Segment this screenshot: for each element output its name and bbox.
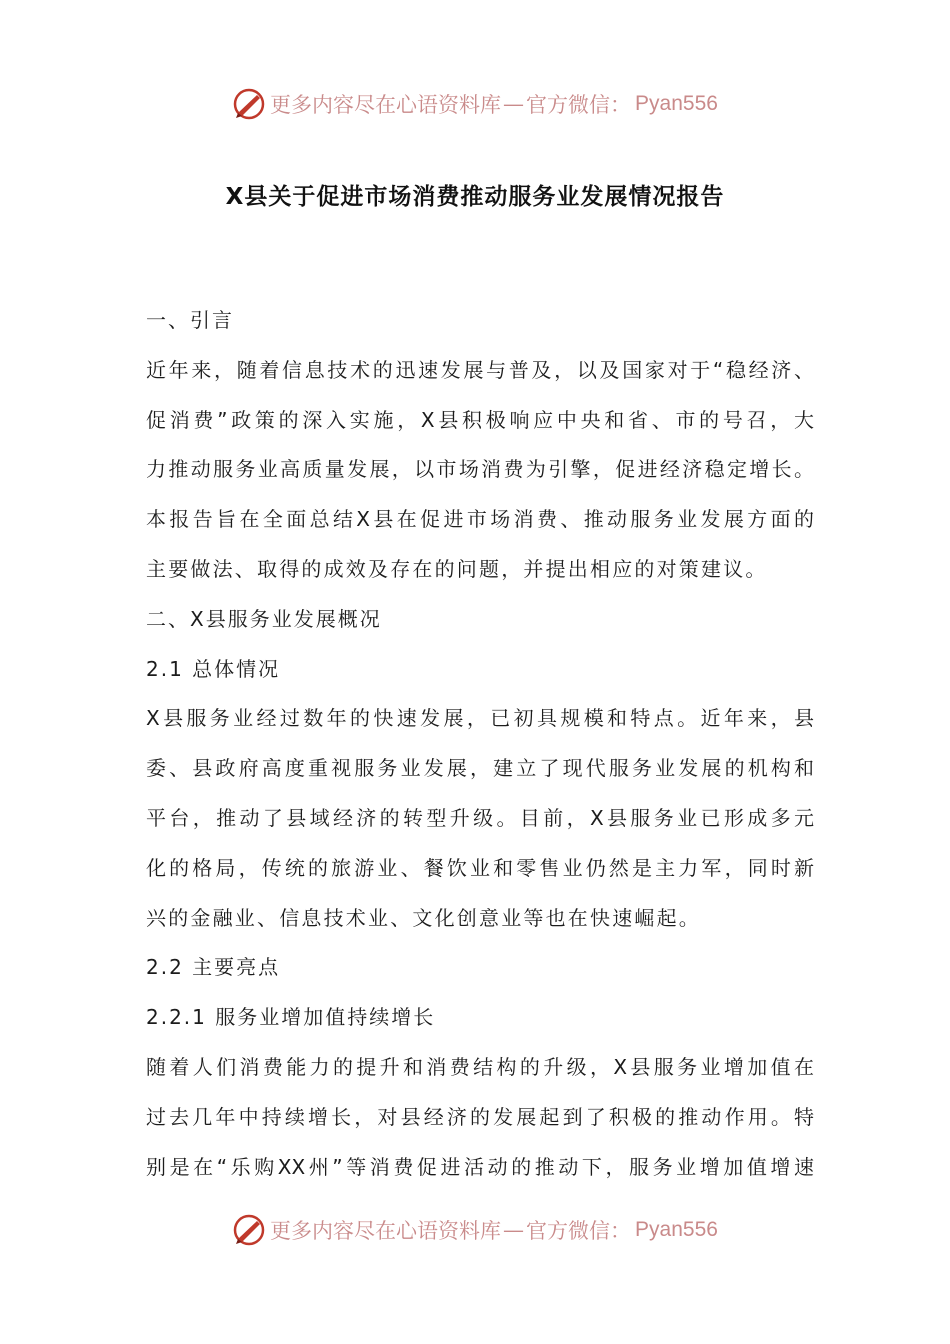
paragraph-line: 近年来，随着信息技术的迅速发展与普及，以及国家对于“稳经济、	[146, 357, 814, 382]
paragraph-line: 别是在“乐购XX州”等消费促进活动的推动下，服务业增加值增速	[146, 1154, 814, 1179]
paragraph-line: 化的格局，传统的旅游业、餐饮业和零售业仍然是主力军，同时新	[146, 855, 814, 880]
paragraph-line: 平台，推动了县域经济的转型升级。目前，X县服务业已形成多元	[146, 805, 814, 830]
subsection-heading-highlights: 2.2 主要亮点	[146, 955, 281, 980]
banner-brand: 更多内容尽在心语资料库	[270, 93, 502, 117]
pen-logo-icon	[232, 1213, 266, 1247]
banner-wechat-label: 官方微信：	[526, 1219, 632, 1243]
subsection-heading-overall: 2.1 总体情况	[146, 656, 281, 681]
banner-separator: —	[503, 92, 525, 116]
paragraph-line: 随着人们消费能力的提升和消费结构的升级，X县服务业增加值在	[146, 1054, 814, 1079]
section-heading-intro: 一、引言	[146, 308, 234, 332]
paragraph-line: X县服务业经过数年的快速发展，已初具规模和特点。近年来，县	[146, 706, 814, 731]
footer-watermark-banner	[0, 1210, 950, 1250]
section-heading-overview: 二、X县服务业发展概况	[146, 606, 382, 631]
paragraph-line: 本报告旨在全面总结X县在促进市场消费、推动服务业发展方面的	[146, 507, 814, 532]
banner-wechat-id: Pyan556	[635, 1218, 718, 1241]
paragraph-line: 力推动服务业高质量发展，以市场消费为引擎，促进经济稳定增长。	[146, 457, 814, 482]
banner-wechat-label: 官方微信：	[526, 93, 632, 117]
paragraph-line: 促消费”政策的深入实施，X县积极响应中央和省、市的号召，大	[146, 407, 814, 432]
document-title: X县关于促进市场消费推动服务业发展情况报告	[225, 184, 725, 210]
paragraph-line: 过去几年中持续增长，对县经济的发展起到了积极的推动作用。特	[146, 1104, 814, 1129]
pen-logo-icon	[232, 87, 266, 121]
subsection-heading-growth: 2.2.1 服务业增加值持续增长	[146, 1005, 436, 1030]
header-watermark-banner	[0, 84, 950, 124]
document-body	[146, 296, 814, 1192]
paragraph-line: 兴的金融业、信息技术业、文化创意业等也在快速崛起。	[146, 905, 701, 930]
banner-separator: —	[503, 1218, 525, 1242]
paragraph-line: 委、县政府高度重视服务业发展，建立了现代服务业发展的机构和	[146, 756, 814, 781]
banner-wechat-id: Pyan556	[635, 92, 718, 115]
paragraph-line: 主要做法、取得的成效及存在的问题，并提出相应的对策建议。	[146, 556, 768, 581]
banner-brand: 更多内容尽在心语资料库	[270, 1219, 502, 1243]
